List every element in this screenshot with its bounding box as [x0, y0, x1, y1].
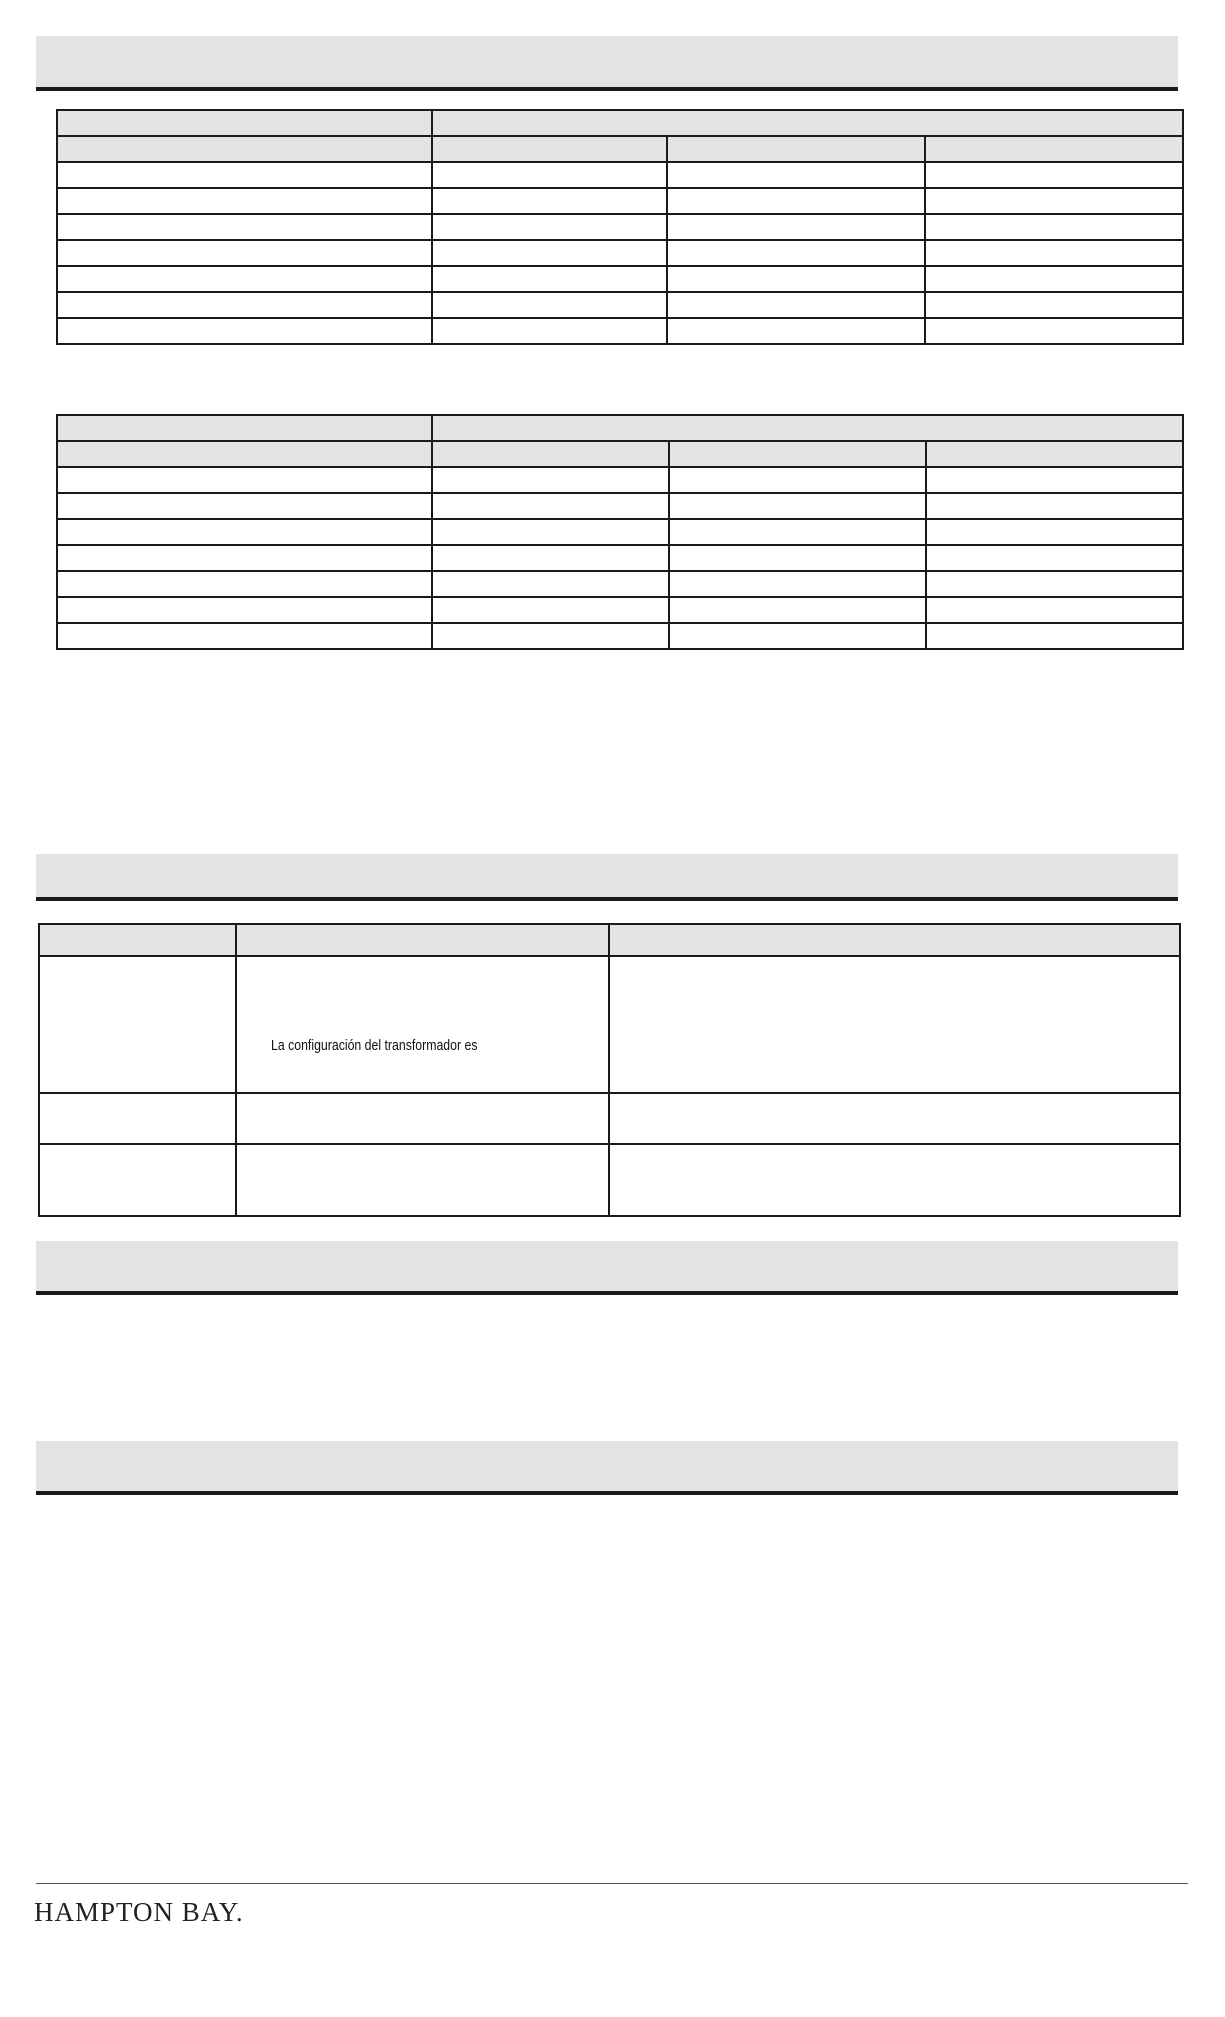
table-header-row — [57, 110, 1183, 136]
specs-table-2 — [56, 414, 1184, 650]
table-cell — [57, 162, 432, 188]
table-cell — [432, 545, 669, 571]
table-header-cell — [609, 924, 1180, 956]
table-cell — [432, 623, 669, 649]
table-cell — [926, 545, 1183, 571]
table-cell — [926, 519, 1183, 545]
table-row — [57, 493, 1183, 519]
table-cell — [57, 266, 432, 292]
table-cell — [57, 188, 432, 214]
table-cell — [432, 240, 667, 266]
table-row — [57, 519, 1183, 545]
table-cell — [432, 493, 669, 519]
table-cell — [432, 188, 667, 214]
table-cell — [39, 1144, 236, 1216]
table-cell — [57, 597, 432, 623]
specs-table-1 — [56, 109, 1184, 345]
table-cell — [609, 1144, 1180, 1216]
table-header-cell — [432, 441, 669, 467]
table-cell — [432, 519, 669, 545]
table-cell — [57, 292, 432, 318]
table-header-row — [39, 924, 1180, 956]
table-cell — [669, 493, 926, 519]
table-cell — [57, 571, 432, 597]
table-cell — [667, 240, 925, 266]
table-cell — [667, 292, 925, 318]
table-cell — [57, 623, 432, 649]
table-header-row — [57, 415, 1183, 441]
troubleshooting-table — [38, 923, 1181, 1217]
table-row — [57, 597, 1183, 623]
transformer-config-text: La configuración del transformador es — [271, 1037, 478, 1054]
footer-divider — [36, 1883, 1188, 1884]
table-row — [57, 571, 1183, 597]
table-header-cell — [57, 441, 432, 467]
table-cell — [925, 214, 1183, 240]
table-cell — [432, 318, 667, 344]
table-row — [57, 266, 1183, 292]
table-cell — [667, 188, 925, 214]
table-row — [57, 240, 1183, 266]
table-row — [39, 956, 1180, 1093]
table-cell — [667, 266, 925, 292]
table-row — [39, 1093, 1180, 1144]
table-cell — [925, 292, 1183, 318]
table-cell — [925, 162, 1183, 188]
table-cell — [432, 214, 667, 240]
table-header-cell — [432, 136, 667, 162]
table-cell — [432, 266, 667, 292]
table-row — [57, 214, 1183, 240]
table-header-cell — [432, 110, 1183, 136]
table-cell — [57, 467, 432, 493]
table-cell — [925, 266, 1183, 292]
table-cell — [432, 162, 667, 188]
table-cell — [925, 318, 1183, 344]
table-subheader-row — [57, 136, 1183, 162]
table-cell — [39, 1093, 236, 1144]
table-cell — [926, 493, 1183, 519]
table-row — [57, 162, 1183, 188]
table-cell — [432, 292, 667, 318]
table-row — [57, 623, 1183, 649]
table-cell — [667, 318, 925, 344]
table-cell — [57, 214, 432, 240]
table-cell — [667, 214, 925, 240]
table-row — [39, 1144, 1180, 1216]
table-row — [57, 318, 1183, 344]
table-cell — [432, 597, 669, 623]
hampton-bay-logo: HAMPTON BAY. — [34, 1897, 244, 1927]
table-cell — [669, 571, 926, 597]
table-cell — [57, 493, 432, 519]
section-header-bar-1 — [36, 36, 1178, 91]
table-cell — [236, 1144, 609, 1216]
table-row — [57, 292, 1183, 318]
table-cell — [57, 545, 432, 571]
table-header-cell — [39, 924, 236, 956]
table-header-cell — [57, 415, 432, 441]
table-cell — [669, 545, 926, 571]
table-cell — [669, 519, 926, 545]
table-cell — [57, 519, 432, 545]
section-header-bar-3 — [36, 1241, 1178, 1295]
table-subheader-row — [57, 441, 1183, 467]
table-cell — [669, 623, 926, 649]
table-header-cell — [926, 441, 1183, 467]
table-cell — [236, 1093, 609, 1144]
table-cell — [926, 467, 1183, 493]
table-cell — [609, 956, 1180, 1093]
table-cell — [926, 571, 1183, 597]
table-row — [57, 188, 1183, 214]
table-header-cell — [432, 415, 1183, 441]
table-cell — [57, 318, 432, 344]
table-cell — [432, 467, 669, 493]
table-row — [57, 545, 1183, 571]
section-header-bar-4 — [36, 1441, 1178, 1495]
table-cell — [925, 240, 1183, 266]
table-row — [57, 467, 1183, 493]
table-cell — [926, 597, 1183, 623]
table-cell — [609, 1093, 1180, 1144]
table-cell — [236, 956, 609, 1093]
table-cell — [669, 467, 926, 493]
table-header-cell — [57, 110, 432, 136]
table-cell — [926, 623, 1183, 649]
table-cell — [57, 240, 432, 266]
table-header-cell — [667, 136, 925, 162]
table-cell — [39, 956, 236, 1093]
table-header-cell — [669, 441, 926, 467]
table-header-cell — [925, 136, 1183, 162]
table-cell — [432, 571, 669, 597]
table-cell — [667, 162, 925, 188]
table-header-cell — [236, 924, 609, 956]
table-cell — [669, 597, 926, 623]
table-cell — [925, 188, 1183, 214]
section-header-bar-2 — [36, 854, 1178, 901]
table-header-cell — [57, 136, 432, 162]
